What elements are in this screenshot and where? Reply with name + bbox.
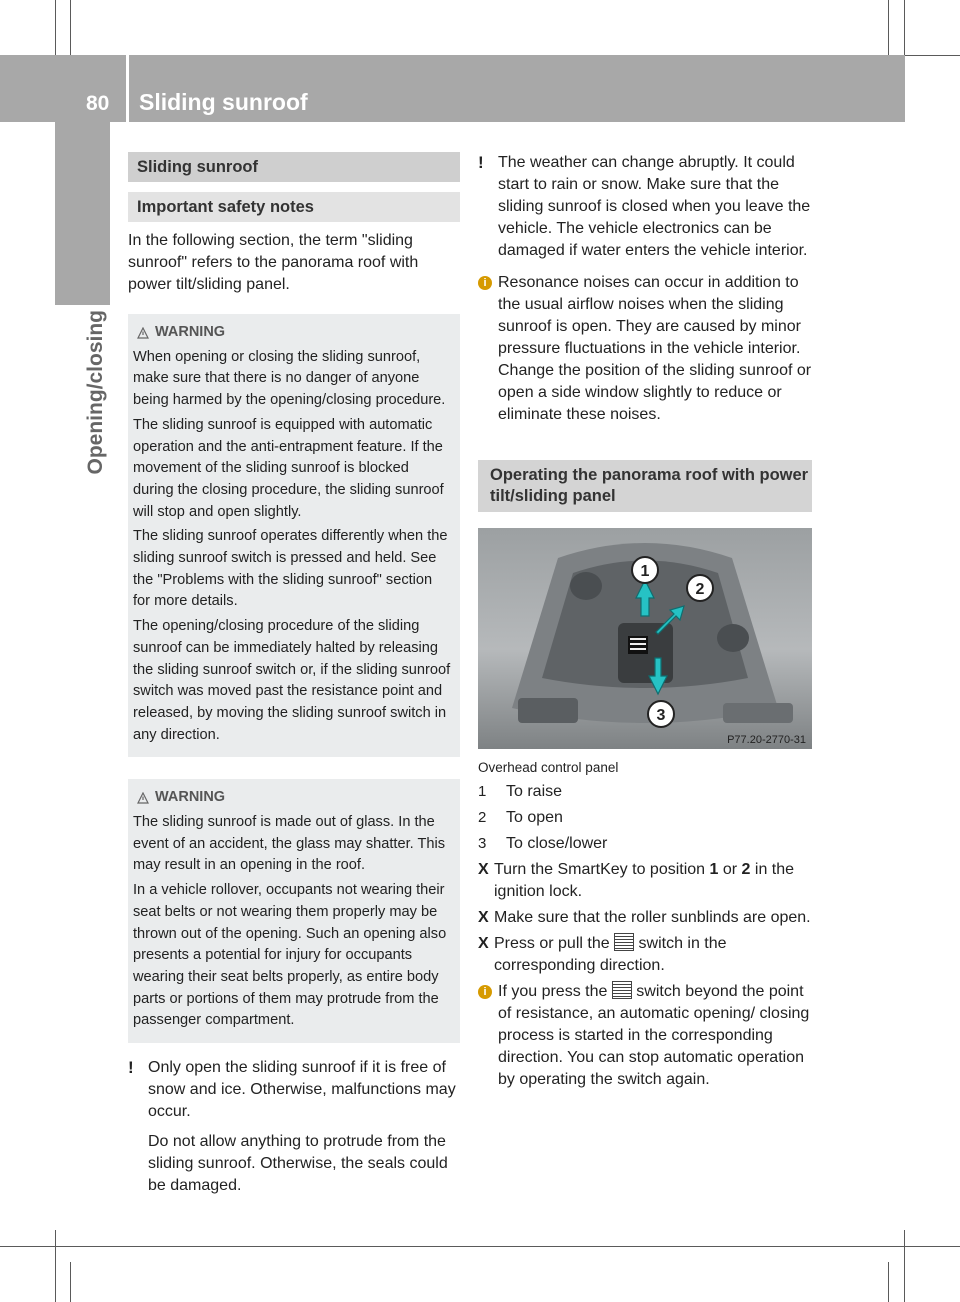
step-arrow-icon: X — [478, 935, 489, 952]
note-paragraph: Do not allow anything to protrude from the sliding sunroof. Otherwise, the seals could be damaged. — [148, 1133, 448, 1195]
crop-mark — [70, 1262, 71, 1302]
crop-mark — [888, 1262, 889, 1302]
warning-paragraph: In a vehicle rollover, occupants not wearing their seat belts or not wearing them properly may be thrown out of the opening. Such an opening also presents a potential for injury for occupants wearing their seat belts properly, as entire body parts or portions of them may protrude from the passenger compartment. — [133, 882, 447, 1029]
warning-box — [128, 779, 460, 1043]
side-tab — [55, 122, 110, 305]
subsection-title: Important safety notes — [128, 192, 460, 222]
page-number: 80 — [86, 92, 110, 115]
step-arrow-icon: X — [478, 861, 489, 878]
instruction-step — [478, 907, 812, 929]
warning-box — [128, 314, 460, 757]
instruction-step — [478, 859, 812, 903]
section-title: Sliding sunroof — [128, 152, 460, 182]
callout-3: 3 — [656, 707, 666, 724]
warning-heading — [137, 322, 452, 344]
note-block — [128, 1057, 460, 1207]
warning-label: WARNING — [155, 324, 226, 340]
step-arrow-icon: X — [478, 909, 489, 926]
figure-caption: Overhead control panel — [478, 760, 619, 775]
callout-2: 2 — [695, 581, 705, 598]
warning-paragraph: The sliding sunroof is equipped with automatic operation and the anti-entrapment feature. If the movement of the sliding sunroof is blocked during the closing procedure, the sliding sunroof will stop and open slightly. — [133, 416, 444, 520]
legend-item — [478, 781, 812, 803]
crop-mark — [0, 1246, 960, 1247]
step-text-part: Turn the SmartKey to position — [494, 861, 710, 878]
chapter-label: Opening/closing — [84, 310, 107, 475]
position-number: 2 — [741, 861, 751, 878]
crop-mark — [888, 0, 889, 55]
step-text — [494, 859, 812, 903]
sunroof-switch-icon — [614, 933, 634, 951]
info-text-part: If you press the — [498, 983, 612, 1000]
left-column — [128, 152, 460, 1217]
info-block — [478, 981, 812, 1091]
crop-mark — [55, 0, 56, 55]
legend-number: 2 — [478, 809, 487, 826]
crop-mark — [904, 0, 905, 55]
step-text-part: or — [718, 861, 742, 878]
overhead-control-panel-photo — [478, 528, 812, 749]
legend-item — [478, 807, 812, 829]
crop-mark — [55, 1230, 56, 1302]
step-text-part: in the ignition lock. — [494, 861, 795, 900]
legend-text: To raise — [506, 783, 563, 800]
warning-heading — [137, 787, 452, 809]
legend-number: 1 — [478, 783, 487, 800]
warning-label: WARNING — [155, 789, 226, 806]
photo-code: P77.20-2770-31 — [727, 734, 806, 746]
legend-text: To open — [506, 809, 563, 826]
info-block — [478, 272, 812, 426]
step-text-part: Press or pull the — [494, 935, 615, 952]
legend-text: To close/lower — [506, 835, 608, 852]
exclamation-icon: ! — [128, 1058, 134, 1078]
note-paragraph: Only open the sliding sunroof if it is free of snow and ice. Otherwise, malfunctions may occur. — [148, 1059, 456, 1121]
section-title-text: Operating the panorama roof with power tilt/sliding panel — [490, 466, 809, 505]
info-paragraph: Resonance noises can occur in addition to the usual airflow noises when the sliding sunroof is open. They are caused by minor pressure fluctuations in the vehicle interior. Change the position of the sliding sunroof or open a side window slightly to reduce or eliminate these noises. — [498, 274, 812, 423]
sunroof-switch-icon — [612, 981, 632, 999]
control-panel-illustration — [478, 528, 812, 749]
info-icon: i — [478, 985, 492, 999]
note-block — [478, 152, 812, 262]
step-text-part: switch in the corresponding direction. — [494, 935, 727, 974]
info-paragraph — [498, 981, 812, 1091]
warning-paragraph: When opening or closing the sliding sunroof, make sure that there is no danger of anyone being harmed by the opening/closing procedure. — [133, 348, 446, 409]
position-number: 1 — [709, 861, 719, 878]
header-divider — [126, 55, 129, 122]
step-text — [494, 933, 812, 977]
warning-triangle-icon — [137, 792, 149, 804]
header-title: Sliding sunroof — [139, 89, 308, 115]
exclamation-icon: ! — [478, 153, 484, 172]
instruction-step — [478, 933, 812, 977]
warning-paragraph: The sliding sunroof operates differently when the sliding sunroof switch is pressed and held. See the "Problems with the sliding sunroof" section for more details. — [133, 528, 448, 610]
right-column — [478, 152, 812, 1101]
warning-paragraph: The opening/closing procedure of the sliding sunroof can be immediately halted by releasing the sliding sunroof switch or, if the sliding sunroof switch was moved past the resistance point and released, by moving the sliding sunroof switch in any direction. — [133, 618, 451, 743]
section-title — [478, 460, 812, 512]
callout-1: 1 — [640, 563, 650, 580]
step-text: Make sure that the roller sunblinds are open. — [494, 909, 811, 926]
crop-mark — [70, 0, 71, 55]
info-icon: i — [478, 276, 492, 290]
note-paragraph: The weather can change abruptly. It could start to rain or snow. Make sure that the sliding sunroof is closed when you leave the vehicle. The vehicle electronics can be damaged if water enters the vehicle interior. — [498, 154, 811, 259]
legend-item — [478, 833, 812, 855]
warning-triangle-icon — [137, 327, 149, 339]
intro-paragraph: In the following section, the term "sliding sunroof" refers to the panorama roof with power tilt/sliding panel. — [128, 232, 419, 293]
header-band — [0, 55, 905, 122]
crop-mark — [904, 1230, 905, 1302]
warning-paragraph: The sliding sunroof is made out of glass. In the event of an accident, the glass may shatter. This may result in an opening in the roof. — [133, 814, 446, 874]
legend-number: 3 — [478, 835, 487, 852]
info-text-part: switch beyond the point of resistance, an automatic opening/ closing process is started in the corresponding direction. You can stop automatic operation by operating the switch again. — [498, 983, 810, 1088]
